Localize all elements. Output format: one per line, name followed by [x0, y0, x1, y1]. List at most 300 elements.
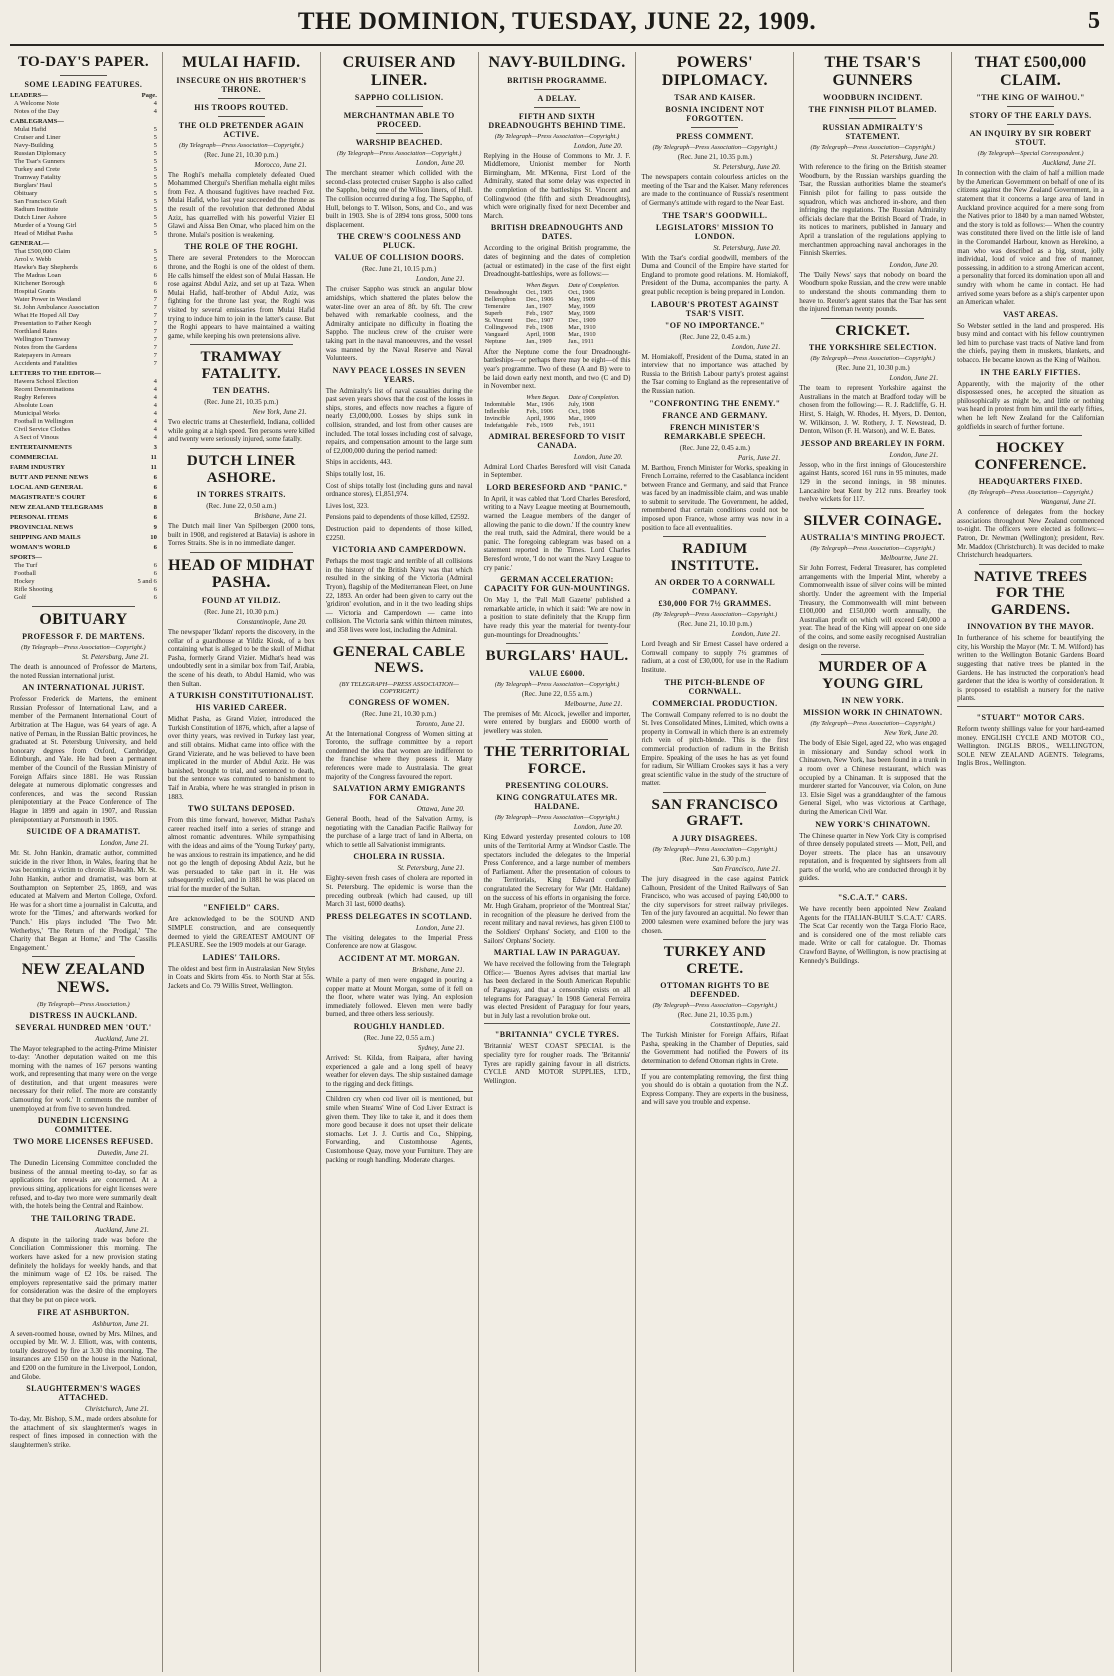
table-cell: Bellerophon — [484, 295, 516, 303]
table-row — [484, 296, 631, 303]
contents-entry — [10, 418, 157, 426]
dateline: London, June 20. — [889, 260, 939, 269]
contents-label: Head of Midhat Pasha — [14, 229, 73, 237]
byline: (By Telegraph—Press Association—Copyright.) — [336, 150, 462, 158]
contents-entry — [10, 454, 157, 462]
murder-heading: MURDER OF A YOUNG GIRL — [818, 659, 928, 692]
contents-label: Civil Service Clothes — [14, 425, 71, 433]
article-text: A dispute in the tailoring trade was before the Conciliation Commissioner this morning. The workers have asked for a new provision stating definitely the holidays for weekly hands, and that the minimum wage of £2 10s. be raised. The employers representative said the primary matter for consideration was the desire of the employers that they be put on piece work. — [10, 1235, 157, 1304]
article-subheading: HEADQUARTERS FIXED. — [978, 477, 1083, 487]
contents-page: 3 — [153, 443, 157, 451]
divider — [979, 435, 1082, 436]
contents-entry — [10, 304, 157, 312]
ad-text: 'Britannia' WEST COAST SPECIAL is the speciality tyre for rougher roads. The 'Britannia' Tyres are rapidly gaining favour in all districts. CYCLE AND MOTOR SUPPLIES, LTD., Wellington. — [483, 1042, 631, 1085]
contents-label: BUTT AND PENNE NEWS — [10, 473, 89, 481]
article-text: According to the original British programme, the dates of beginning and the dates of completion (actual or estimated) in the case of the first eight Dreadnought-battleships, were as follows:— — [483, 244, 631, 279]
contents-page: 4 — [153, 385, 157, 393]
contents-entry — [10, 158, 157, 166]
contents-entry — [10, 410, 157, 418]
received-time: (Rec. June 22, 0.45 a.m.) — [679, 443, 750, 452]
article-text: The 'Daily News' says that nobody on board the Woodburn spoke Russian, and the crew were unable to understand the shouts commanding them to heave to. Reuter's agent states that the Tsar has sent the injured fireman twenty pounds. — [799, 270, 947, 314]
article-subheading: HIS TROOPS ROUTED. — [194, 102, 289, 112]
contents-page: 6 — [153, 473, 157, 481]
article-text: Arrived: St. Kilda, from Raipara, after having experienced a gale and a long spell of heavy weather for eleven days. The ship sustained damage to the rigging and deck fittings. — [325, 1054, 473, 1088]
article-subheading: SAPPHO COLLISION. — [354, 93, 444, 103]
contents-label: Hawke's Bay Shepherds — [14, 263, 78, 271]
article-subheading: THE ROLE OF THE ROGHI. — [184, 242, 299, 252]
ad-heading: LADIES' TAILORS. — [202, 952, 281, 962]
contents-entry — [10, 360, 157, 368]
article-subheading: PRESS DELEGATES IN SCOTLAND. — [326, 911, 473, 921]
dateline: Constantinople, June 21. — [710, 1021, 781, 1030]
table-cell: May, 1909 — [568, 302, 596, 310]
received-time: (Rec. June 22, 0.55 a.m.) — [364, 1034, 435, 1042]
contents-entry — [10, 402, 157, 410]
column-4 — [478, 52, 636, 1672]
table-cell: Feb., 1908 — [525, 323, 553, 331]
table-cell: Inflexible — [484, 407, 510, 415]
article-subheading: "THE KING OF WAIHOU." — [976, 93, 1085, 103]
article-subheading: HIS VARIED CAREER. — [195, 703, 287, 713]
article-text: Lord Iveagh and Sir Ernest Cassel have ordered a Cornwall company to supply 7½ grammes of radium, at a cost of £30,000, for use in the Radium Institute. — [641, 640, 789, 675]
article-subheading: VICTORIA AND CAMPERDOWN. — [332, 545, 466, 555]
contents-entry — [10, 272, 157, 280]
column-6 — [793, 52, 951, 1672]
byline: (By Telegraph—Special Correspondent.) — [977, 150, 1084, 158]
divider — [376, 133, 423, 134]
contents-page: 6 — [153, 263, 157, 271]
contents-page: 7 — [153, 351, 157, 359]
dateline: London, June 20. — [573, 141, 623, 150]
table-header-row — [484, 394, 631, 401]
ad-text: Reform twenty shillings value for your hard-earned money. ENGLISH CYCLE AND MOTOR CO., Wellington. INGLIS BROS., WELLINGTON, SOLE NEW ZEALAND AGENTS. Telegrams, Inglis Bros., Wellington. — [957, 725, 1105, 768]
claim-heading: THAT £500,000 CLAIM. — [974, 54, 1087, 89]
received-time: (Rec. June 22, 0.50 a.m.) — [206, 502, 277, 511]
divider — [821, 654, 924, 655]
divider — [979, 564, 1082, 565]
article-text: The newspapers contain colourless articles on the meeting of the Tsar and the Kaiser. Many references are made to the continuance of Russia's resentment of Germany's attitude with regard to the Near East. — [641, 173, 789, 207]
dateline: London, June 21. — [415, 923, 465, 932]
contents-page: 5 — [153, 133, 157, 141]
contents-page: 4 — [153, 99, 157, 107]
contents-page: 5 — [153, 165, 157, 173]
contents-entry — [10, 328, 157, 336]
contents-entry — [10, 534, 157, 542]
dateline: Auckland, June 21. — [1042, 159, 1097, 168]
dateline: Paris, June 21. — [737, 453, 781, 462]
advertisement — [641, 1069, 788, 1107]
contents-label: Notes of the Day — [14, 107, 59, 115]
byline: (By Telegraph—Press Association—Copyright.) — [810, 720, 935, 728]
article-subheading: ADMIRAL BERESFORD TO VISIT CANADA. — [488, 431, 626, 450]
contents-label: Ratepayers in Arrears — [14, 351, 72, 359]
ad-text: Are acknowledged to be the SOUND AND SIMPLE construction, and are consequently deemed to yield the GREATEST AMOUNT OF PLEASURE. See the 1909 models at our Garage. — [167, 915, 315, 950]
article-text: The Roghi's mehalla completely defeated Oued Mohammed Chergui's Sherifian mehalla eight miles from Fez. A thousand fugitives have reached Fez. Mulai Hafid, who last year succeeded the throne as the result of the revolution that dethroned Abdul Aziz, has quarrelled with his powerful Vizier El Glawi and Aissa Ben Omar, who placed him on the throne. Mulai's position is weakening. — [167, 170, 315, 239]
dateline: Wanganui, June 21. — [1040, 498, 1097, 507]
contents-entry — [10, 594, 157, 602]
contents-page: 11 — [150, 453, 157, 461]
contents-entry — [10, 190, 157, 198]
byline: (By Telegraph—Press Association—Copyright.) — [494, 814, 620, 822]
contents-page: 7 — [153, 319, 157, 327]
contents-page: 5 — [153, 189, 157, 197]
table-cell: Vanguard — [484, 330, 509, 338]
article-subheading: THE TSAR'S GOODWILL. — [662, 210, 768, 220]
contents-entry — [10, 554, 157, 562]
dateline: London, June 20. — [415, 159, 465, 168]
table-row — [484, 408, 631, 415]
dateline: London, June 21. — [889, 374, 939, 383]
dutch-liner-heading: DUTCH LINER ASHORE. — [186, 453, 296, 486]
territorial-heading: THE TERRITORIAL FORCE. — [483, 744, 631, 777]
contents-label: SHIPPING AND MAILS — [10, 533, 81, 541]
masthead — [10, 0, 1104, 46]
received-time: (Rec. June 21, 10.15 p.m.) — [362, 265, 437, 274]
article-subheading: RUSSIAN ADMIRALTY'S STATEMENT. — [822, 123, 923, 142]
contents-entry — [10, 434, 157, 442]
article-text: On May 1, the 'Pall Mall Gazette' published a remarkable article, in which it said: 'We are now in a position to state definitely that the Krupp firm have ready this year the material for twenty-four gun-mountings for Dreadnoughts.' — [483, 596, 631, 639]
advertisement — [957, 706, 1104, 768]
article-subheading: FRENCH MINISTER'S REMARKABLE SPEECH. — [664, 422, 766, 441]
table-row — [484, 331, 631, 338]
divider — [849, 118, 896, 119]
contents-page: 4 — [153, 409, 157, 417]
dateline: London, June 21. — [731, 630, 781, 639]
loss-line: Ships in accidents, 443. — [325, 458, 393, 467]
article-subheading: IN TORRES STRAITS. — [196, 490, 286, 500]
contents-label: Russian Diplomacy — [14, 149, 66, 157]
dateline: Morocco, June 21. — [254, 160, 307, 169]
article-text: The visiting delegates to the Imperial Press Conference are now at Glasgow. — [325, 933, 473, 951]
received-time: (Rec. June 21, 10.30 p.m.) — [204, 150, 279, 159]
contents-entry — [10, 336, 157, 344]
contents-page: 7 — [153, 359, 157, 367]
table-cell: Mar., 1910 — [568, 330, 596, 338]
contents-entry — [10, 142, 157, 150]
article-subheading: TWO MORE LICENSES REFUSED. — [13, 1137, 154, 1147]
losses-list — [326, 458, 473, 542]
byline: (By Telegraph—Press Association—Copyright.) — [652, 845, 778, 853]
contents-entry — [10, 514, 157, 522]
contents-page: 5 — [153, 125, 157, 133]
article-text: The Dutch mail liner Van Spilbergen (2000 tons, built in 1908, and registered at Batavia) is ashore in Torres Straits. She is in no immediate danger. — [167, 522, 315, 548]
article-text: A conference of delegates from the hockey associations throughout New Zealand commenced to-night. The officers were elected as follows:—Patron, Dr. Newman (Wellington); president, Rev. Mr. Maddox (Christchurch). It was decided to make Christchurch headquarters. — [957, 508, 1105, 560]
contents-page: 4 — [153, 401, 157, 409]
todays-paper-heading: TO-DAY'S PAPER. — [17, 54, 149, 70]
article-text: Eighty-seven fresh cases of cholera are reported in St. Petersburg. The epidemic is worse than the preceding outbreak (which had caused, up till March 31 last, 6000 deaths). — [325, 874, 473, 909]
contents-page: 11 — [150, 463, 157, 471]
table-cell: Dec., 1907 — [525, 316, 554, 324]
dateline: Sydney, June 21. — [417, 1044, 465, 1052]
column-5 — [635, 52, 793, 1672]
table-cell: April, 1906 — [526, 414, 556, 422]
contents-page: 9 — [153, 523, 157, 531]
contents-page: 5 — [153, 213, 157, 221]
divider — [663, 536, 766, 537]
article-text: Replying in the House of Commons to Mr. J. F. Middlemore, Unionist member for North Birmingham, Mr. M'Kenna, First Lord of the Admiralty, stated that some delay was expected in the completion of the battleships St. Vincent and Collingwood (the fifth and sixth Dreadnoughts), which were originally fixed for next December and March. — [483, 151, 631, 220]
contents-page: 7 — [153, 343, 157, 351]
table-row — [484, 303, 631, 310]
contents-entry — [10, 248, 157, 256]
ad-heading: "S.C.A.T." CARS. — [837, 893, 908, 903]
contents-entry — [10, 320, 157, 328]
article-subheading: £30,000 FOR 7½ GRAMMES. — [658, 599, 772, 609]
dateline: St. Petersburg, June 21. — [81, 653, 149, 662]
article-subheading: AN INQUIRY BY SIR ROBERT STOUT. — [969, 129, 1092, 148]
contents-label: PERSONAL ITEMS — [10, 513, 69, 521]
article-text: In furtherance of his scheme for beautifying the city, his Worship the Mayor (Mr. T. M. Wilford) has written to the Wellington Botanic Gardens Board suggesting that native trees be planted in the Gardens. He has instructed the corporation's head gardener that the idea is worthy of consideration. It is proposed to establish a nursery for the native plants. — [957, 634, 1105, 703]
contents-entry — [10, 578, 157, 586]
article-subheading: AN INTERNATIONAL JURIST. — [22, 683, 145, 693]
contents-label: LETTERS TO THE EDITOR— — [10, 369, 101, 377]
table-cell: Temeraire — [484, 302, 511, 310]
midhat-pasha-heading: HEAD OF MIDHAT PASHA. — [168, 556, 315, 592]
table-row — [484, 310, 631, 317]
contents-page: 5 — [153, 149, 157, 157]
contents-page: 6 — [153, 543, 157, 551]
sf-graft-heading: SAN FRANCISCO GRAFT. — [651, 796, 779, 830]
contents-entry — [10, 126, 157, 134]
contents-entry — [10, 92, 157, 100]
advertisement — [484, 1023, 631, 1085]
table-cell: Superb — [484, 309, 503, 317]
contents-entry — [10, 570, 157, 578]
dateline: Ashburton, June 21. — [92, 1319, 149, 1328]
contents-entry — [10, 118, 157, 126]
dateline: Constantinople, June 20. — [236, 618, 307, 627]
divider — [821, 318, 924, 319]
contents-entry — [10, 444, 157, 452]
article-subheading: WOODBURN INCIDENT. — [822, 93, 923, 103]
contents-entry — [10, 352, 157, 360]
contents-label: San Francisco Graft — [14, 197, 67, 205]
table-row — [484, 415, 631, 422]
contents-label: WOMAN'S WORLD — [10, 543, 71, 551]
contents-entry — [10, 134, 157, 142]
article-subheading: THE CREW'S COOLNESS AND PLUCK. — [337, 232, 462, 251]
article-text: M. Barthou, French Minister for Works, speaking in French Lorraine, referred to the Casablanca incident between France and Germany, and said that France was faced by an inadmissible claim, and was unable to submit to servitude. The Government, he added, remembered that certain conditions could not be imposed upon France, whose army was now in a position to face all eventualities. — [641, 463, 789, 532]
contents-page: 5 — [153, 141, 157, 149]
contents-entry — [10, 464, 157, 472]
contents-label: Football in Wellington — [14, 417, 74, 425]
contents-label: Mulai Hafid — [14, 125, 47, 133]
article-subheading: THE TAILORING TRADE. — [31, 1213, 136, 1223]
article-subheading: TEN DEATHS. — [212, 386, 270, 396]
table-cell: Jan., 1909 — [525, 337, 552, 345]
article-subheading: CHOLERA IN RUSSIA. — [353, 852, 445, 862]
dateline: San Francisco, June 21. — [712, 864, 781, 873]
contents-entry — [10, 280, 157, 288]
dateline: St. Petersburg, June 20. — [713, 163, 781, 172]
contents-entry — [10, 370, 157, 378]
article-text: M. Homiakoff, President of the Duma, stated in an interview that no importance was attached by Russia to the British Labour party's protest against the Tsar coming to England as the representative of the Russian nation. — [641, 352, 789, 395]
contents-label: Northland Rates — [14, 327, 58, 335]
contents-label: Football — [14, 569, 36, 577]
contents-entry — [10, 206, 157, 214]
obituary-subheading: PROFESSOR F. DE MARTENS. — [22, 632, 145, 642]
contents-page: 6 — [153, 593, 157, 601]
contents-page: 6 — [153, 279, 157, 287]
table-cell: Jan., 1911 — [568, 337, 594, 345]
contents-page: 5 — [153, 157, 157, 165]
contents-page: 6 — [153, 287, 157, 295]
contents-page: 7 — [153, 327, 157, 335]
advertisement — [326, 1091, 473, 1164]
contents-label: Murder of a Young Girl — [14, 221, 77, 229]
byline: (By Telegraph—Press Association—Copyright.) — [810, 144, 935, 152]
contents-label: Radium Institute — [14, 205, 59, 213]
article-subheading: VAST AREAS. — [1002, 309, 1059, 319]
article-text: The death is announced of Professor de Martens, the noted Russian international jurist. — [10, 663, 157, 680]
table-row — [484, 317, 631, 324]
contents-page: 7 — [153, 295, 157, 303]
article-text: The Dunedin Licensing Committee concluded the business of the annual meeting to-day, so far as applications for renewals are concerned. At a previous sitting, applications for eight licenses were refused, and to-day two more were summarily dealt with, the hotels being the Central and Rainbow. — [10, 1159, 157, 1211]
divider — [1007, 106, 1054, 107]
dateline: Dunedin, June 21. — [97, 1149, 149, 1158]
contents-label: A Sect of Vinous — [14, 433, 59, 441]
ad-text: The oldest and best firm in Australasian New Styles in Coats and Skirts from 45s. to North Star at 55s. Jackets and Co. 79 Willis Street, Wellington. — [167, 964, 315, 991]
contents-label: Accidents and Fatalities — [14, 359, 78, 367]
navy-building-heading: NAVY-BUILDING. — [488, 54, 626, 71]
received-time: (Rec. June 21, 10.35 p.m.) — [204, 398, 279, 407]
article-text: Midhat Pasha, as Grand Vizier, introduced the Turkish Constitution of 1876, which, after a lapse of over thirty years, was revived in Turkey last year, and still obtains. Midhat came into office with the Grand Vizierate, and he was believed to have been implicated in the murder of Abdul Aziz. He was banished, brought to trial, and sentenced to death, but the sentence was commuted to banishment to Taif in Arabia, where he was strangled in prison in 1883. — [167, 715, 315, 801]
contents-entry — [10, 174, 157, 182]
contents-label: Municipal Works — [14, 409, 60, 417]
table-cell: Dec., 1909 — [568, 316, 596, 324]
contents-label: Wellington Tramway — [14, 335, 70, 343]
article-subheading: IN NEW YORK. — [841, 696, 904, 706]
divider — [506, 739, 609, 740]
contents-entry — [10, 198, 157, 206]
contents-page: 4 — [153, 425, 157, 433]
article-subheading: THE PITCH-BLENDE OF CORNWALL. — [664, 677, 766, 696]
article-text: So Webster settled in the land and prospered. His busy mind and contact with his fellow countrymen led him to purchase vast tracts of Native land from the chiefs, paying them in muskets, blankets, and tobacco. He became known as the King of Waihou. — [957, 321, 1105, 365]
article-subheading: SUICIDE OF A DRAMATIST. — [26, 827, 141, 837]
table-cell: Feb., 1911 — [568, 421, 595, 429]
contents-label: Rugby Referees — [14, 393, 57, 401]
table-header: Date of Completion. — [568, 281, 620, 289]
article-subheading: FRANCE AND GERMANY. — [662, 410, 768, 420]
dateline: Auckland, June 21. — [95, 1225, 149, 1234]
contents-entry — [10, 296, 157, 304]
contents-label: Obituary — [14, 189, 38, 197]
burglars-heading: BURGLARS' HAUL. — [485, 648, 629, 665]
loss-line: Pensions paid to dependents of those killed, £2592. — [325, 513, 470, 522]
table-cell: Feb., 1907 — [525, 309, 553, 317]
article-subheading: NEW YORK'S CHINATOWN. — [815, 819, 931, 829]
contents-entry — [10, 378, 157, 386]
contents-entry — [10, 562, 157, 570]
byline: (By Telegraph—Press Association—Copyright.) — [179, 141, 304, 149]
byline: (By Telegraph—Press Association—Copyright.) — [652, 1002, 778, 1010]
article-subheading: AUSTRALIA'S MINTING PROJECT. — [800, 533, 946, 543]
byline: (By Telegraph—Press Association.) — [37, 1000, 130, 1008]
article-text: At the International Congress of Women sitting at Toronto, the suffrage committee by a report condemned the idea that women are indifferent to the franchise where they possess it. Many references were made to Australasia. The great majority of the Congress favoured the report. — [325, 729, 473, 781]
hockey-heading: HOCKEY CONFERENCE. — [974, 440, 1087, 473]
byline: (By Telegraph—Press Association—Copyright.) — [810, 355, 935, 363]
divider — [190, 344, 293, 345]
page-number: 5 — [1088, 8, 1100, 34]
divider — [32, 606, 135, 607]
contents-label: NEW ZEALAND TELEGRAMS — [10, 503, 104, 511]
article-subheading: THE FINNISH PILOT BLAMED. — [808, 105, 937, 115]
table-cell: Oct., 1906 — [568, 288, 595, 296]
contents-page: 7 — [153, 335, 157, 343]
article-subheading: STORY OF THE EARLY DAYS. — [969, 111, 1092, 121]
dateline: London, June 21. — [731, 342, 781, 351]
article-text: King Edward yesterday presented colours to 108 units of the Territorial Army at Windsor Castle. The spectators included the delegates to the Imperial Press Conference, and a large number of members of Parliament. After the presentation of colours to the Territorials, King Edward cordially congratulated the Secretary for War (Mr. Haldane) on the success of his efforts in organising the force. Mr. Hugh Graham, proprietor of the 'Montreal Star,' in recognition of the pleasure he derived from the recent military and naval reviews, has given £100 to the Soldiers' Orphans' Society, and £100 to the Sailors' Orphans' Society. — [483, 833, 631, 945]
contents-entry — [10, 386, 157, 394]
article-subheading: WARSHIP BEACHED. — [355, 138, 443, 148]
article-text: The Admiralty's list of naval casualties during the past seven years shows that the cost of the losses in ships, stores, and effects now reaches a figure of nearly £3,000,000. Losses by ships sunk in collision, stranded, and lost from other causes are included. The total losses including cost of salvage, repairs, and compensation amount to the large sum of £2,000,000 during the period named: — [325, 386, 473, 455]
contents-page: 5 — [153, 247, 157, 255]
article-subheading: BRITISH PROGRAMME. — [507, 75, 607, 85]
contents-entry — [10, 214, 157, 222]
article-text: We have received the following from the Telegraph Office:— 'Buenos Ayres advises that martial law has been declared in the South American Republic of Paraguay, and that a censorship exists on all telegrams for Paraguay.' In 1908 General Ferreira was elected President of Paraguay for four years, but in July last a revolution broke out. — [483, 960, 631, 1020]
received-time: (Rec. June 21, 10.30 p.m.) — [835, 364, 910, 373]
article-subheading: A TURKISH CONSTITUTIONALIST. — [168, 691, 314, 701]
table-row — [484, 401, 631, 408]
contents-label: GENERAL— — [10, 239, 50, 247]
loss-line: Cost of ships totally lost (including guns and naval ordnance stores), £1,851,974. — [325, 481, 473, 499]
table-cell: Oct., 1905 — [525, 288, 553, 296]
article-text: After the Neptune come the four Dreadnought-battleships—or perhaps there may be eight—of this year's programme. Two of these (A and B) were to be laid down early next month, and two (C and D) in November next. — [483, 347, 631, 391]
contents-entry — [10, 312, 157, 320]
article-text: With the Tsar's cordial goodwill, members of the Duma and Council of the Empire have started for England to promote good relations. M. Homiakoff, President of the Duma, accompanies the party. A great public reception is being prepared in London. — [641, 253, 789, 296]
contents-page: 6 — [153, 561, 157, 569]
dreadnought-table — [484, 282, 631, 345]
contents-entry — [10, 222, 157, 230]
contents-entry — [10, 108, 157, 116]
article-text: In April, it was cabled that 'Lord Charles Beresford, writing to a Navy League meeting at Bournemouth, warned the League members of the danger of allowing the panic to die down.' If the country knew the real truth, said the Admiral, there would be a panic. The foregoing cablegram was based on a statement reported in the Times. Lord Charles Beresford wrote, 'I do not want the Navy League to cry panic.' — [483, 494, 631, 572]
article-text: Jessop, who in the first innings of Gloucestershire against Hants, scored 161 runs in 95 minutes, made 129 in the second innings, in 98 minutes. Lancashire beat Kent by 212 runs. Brearley took twelve wickets for 117. — [799, 460, 947, 504]
contents-label: Presentation to Father Keogh — [14, 319, 92, 327]
contents-page: 7 — [153, 303, 157, 311]
byline: (By Telegraph—Press Association—Copyright.) — [494, 680, 620, 688]
contents-label: The Tsar's Gunners — [14, 157, 65, 165]
loss-line: Destruction paid to dependents of those killed, £2250. — [325, 525, 473, 542]
divider — [32, 956, 135, 957]
contents-entry — [10, 484, 157, 492]
table-cell: Mar., 1909 — [568, 414, 596, 422]
article-subheading: AN ORDER TO A CORNWALL COMPANY. — [654, 578, 776, 597]
cruiser-liner-heading: CRUISER AND LINER. — [342, 54, 456, 89]
article-subheading: LORD BERESFORD AND "PANIC." — [486, 482, 628, 492]
contents-page: 6 — [153, 585, 157, 593]
article-subheading: PRESS COMMENT. — [676, 132, 754, 142]
received-time: (Rec. June 22, 0.45 a.m.) — [679, 332, 750, 341]
column-3 — [320, 52, 478, 1672]
article-subheading: KING CONGRATULATES MR. HALDANE. — [496, 793, 618, 812]
dateline: Brisbane, June 21. — [254, 512, 307, 521]
table-cell: Invincible — [484, 414, 511, 422]
divider — [821, 508, 924, 509]
obituary-heading: OBITUARY — [39, 610, 128, 628]
article-subheading: BOSNIA INCIDENT NOT FORGOTTEN. — [665, 105, 765, 124]
article-text: The Turkish Minister for Foreign Affairs, Rifaat Pasha, speaking in the Chamber of Deputies, said the Government had notified the Powers of its determination to defend Ottoman rights in Crete. — [641, 1031, 789, 1065]
byline: (By Telegraph—Press Association—Copyright.) — [652, 611, 778, 619]
ad-text: Children cry when cod liver oil is mentioned, but smile when Stearns' Wine of Cod Liver Extract is given them. They like to take it, and it does them more good because it does not upset their delicate stomachs. Let J. J. Curtis and Co., Shipping, Forwarding, and Customhouse Agents, Customhouse Quay, move your Furniture. They are packing or rough handling. Moderate charges. — [325, 1095, 473, 1164]
article-text: With reference to the firing on the British steamer Woodburn, by the Russian warships guarding the Tsar, the Russian authorities blame the steamer's Finnish pilot for failing to pass outside the squadron, which was anchored in-shore, and then infringing the regulations. The Russian Admiralty officials declare that the British Board of Trade, in its notices to mariners, published in January and April a translation of the regulations applying to merchantmen approaching naval anchorages in the Finnish Skerries. — [799, 163, 947, 258]
contents-label: That £500,000 Claim — [14, 247, 71, 255]
divider — [190, 448, 293, 449]
dateline: London, June 21. — [889, 450, 939, 459]
contents-entry — [10, 544, 157, 552]
columns — [10, 52, 1104, 1672]
article-text: The team to represent Yorkshire against the Australians in the match at Bradford today will be chosen from the following:— R. J. Radcliffe, G. H. Hirst, S. Haigh, W. Rhodes, H. Myers, D. Denton, W. Wilkinson, J. W. Rothery, J. T. Newstead, D. Denton, Wilson (F. H. Watson), and W. E. Bates. — [799, 384, 947, 436]
loss-line: Ships totally lost, 16. — [325, 470, 386, 479]
divider — [348, 639, 451, 640]
